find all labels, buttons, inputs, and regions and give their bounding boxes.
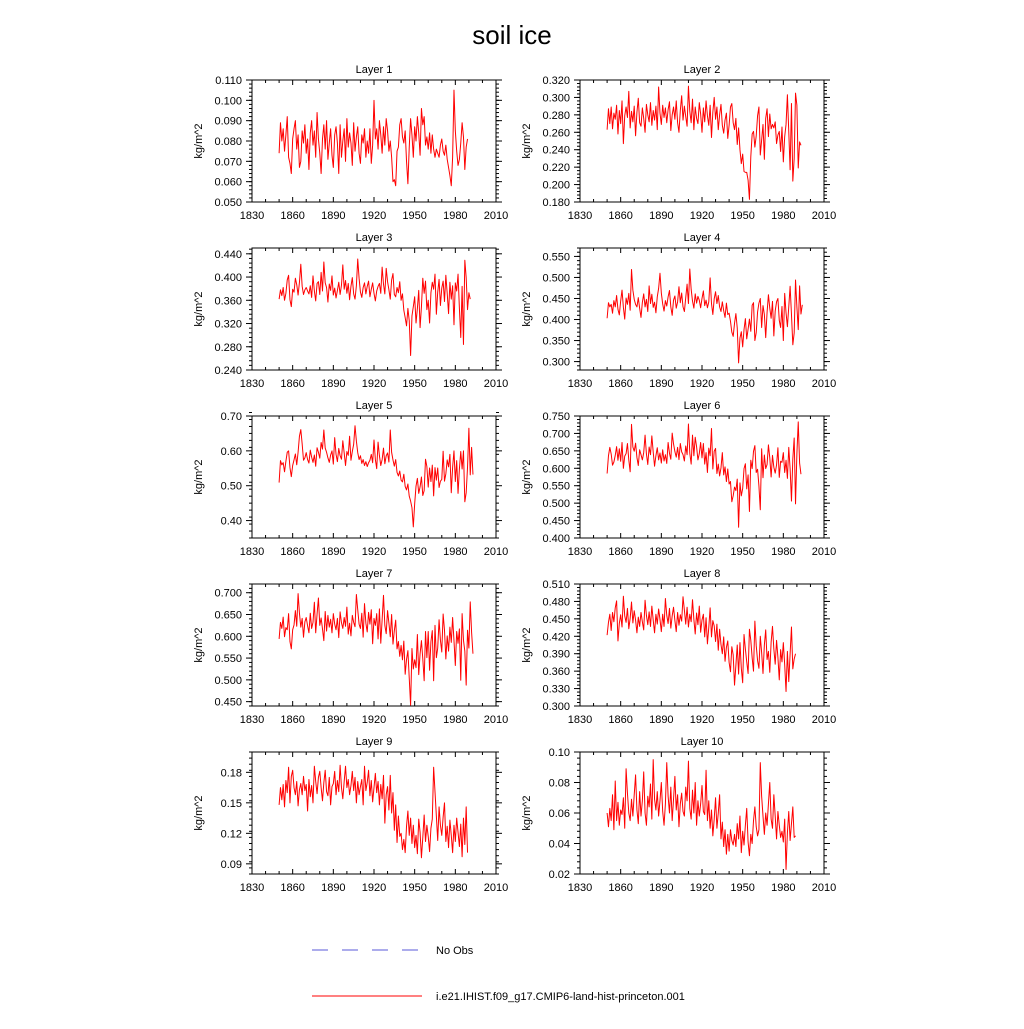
x-tick-label: 1950: [402, 210, 427, 222]
x-tick-label: 2010: [483, 882, 509, 894]
y-axis-label: kg/m^2: [193, 459, 205, 495]
y-tick-label: 0.09: [220, 858, 242, 871]
y-tick-label: 0.06: [548, 808, 570, 820]
x-tick-label: 1890: [649, 882, 674, 894]
x-tick-label: 1830: [567, 210, 593, 222]
plot-frame: [252, 80, 496, 202]
y-tick-label: 0.700: [542, 428, 570, 441]
y-tick-label: 0.500: [542, 272, 570, 285]
y-tick-label: 0.300: [542, 356, 570, 369]
plot-frame: [580, 248, 824, 370]
x-tick-label: 2010: [483, 546, 509, 558]
x-tick-label: 1950: [402, 378, 427, 390]
panel-title: Layer 10: [680, 736, 724, 748]
y-tick-label: 0.280: [214, 341, 242, 354]
y-axis-label: kg/m^2: [521, 627, 533, 663]
x-tick-label: 2010: [811, 882, 837, 894]
y-tick-label: 0.080: [214, 136, 242, 148]
x-tick-label: 2010: [811, 210, 837, 222]
y-tick-label: 0.550: [542, 480, 570, 493]
y-tick-label: 0.300: [542, 92, 570, 105]
x-tick-label: 1830: [239, 882, 265, 894]
y-tick-label: 0.100: [214, 95, 242, 108]
x-tick-label: 1920: [361, 210, 387, 222]
y-tick-label: 0.450: [542, 293, 570, 306]
x-tick-label: 1950: [730, 882, 755, 894]
y-axis-label: kg/m^2: [193, 795, 205, 831]
y-tick-label: 0.090: [214, 115, 242, 128]
x-tick-label: 1860: [280, 210, 305, 222]
x-tick-label: 2010: [483, 714, 509, 726]
panel-title: Layer 4: [683, 232, 721, 244]
x-tick-label: 1920: [689, 378, 715, 390]
panel-layer-10: [521, 736, 836, 894]
y-tick-label: 0.02: [548, 869, 570, 881]
y-tick-label: 0.260: [542, 127, 570, 140]
panel-layer-3: [193, 232, 508, 390]
x-tick-label: 1890: [321, 714, 346, 726]
x-tick-label: 1830: [239, 210, 265, 222]
y-tick-label: 0.550: [214, 653, 242, 666]
y-tick-label: 0.70: [220, 411, 242, 423]
x-tick-label: 1890: [649, 378, 674, 390]
y-axis-label: kg/m^2: [521, 291, 533, 327]
x-tick-label: 1980: [771, 714, 796, 726]
x-tick-label: 1860: [608, 882, 633, 894]
y-tick-label: 0.300: [542, 701, 570, 713]
x-tick-label: 1830: [239, 546, 265, 558]
x-tick-label: 1860: [280, 546, 305, 558]
y-tick-label: 0.510: [542, 579, 570, 591]
panel-layer-2: [521, 64, 836, 222]
x-tick-label: 1830: [567, 378, 593, 390]
y-tick-label: 0.40: [220, 515, 242, 528]
y-tick-label: 0.500: [542, 498, 570, 511]
series-line: [279, 594, 473, 706]
panel-layer-5: [193, 400, 508, 558]
x-tick-label: 1920: [689, 210, 715, 222]
x-tick-label: 1950: [730, 714, 755, 726]
y-tick-label: 0.750: [542, 411, 570, 423]
x-tick-label: 1920: [689, 882, 715, 894]
x-tick-label: 2010: [811, 378, 837, 390]
y-tick-label: 0.550: [542, 251, 570, 264]
y-tick-label: 0.220: [542, 162, 570, 175]
y-tick-label: 0.700: [214, 587, 242, 600]
y-tick-label: 0.60: [220, 445, 242, 458]
series-line: [279, 90, 467, 186]
panel-layer-6: [521, 400, 836, 558]
series-line: [607, 86, 801, 199]
x-tick-label: 1890: [321, 210, 346, 222]
x-tick-label: 1890: [321, 378, 346, 390]
y-tick-label: 0.440: [214, 248, 242, 261]
panel-title: Layer 2: [683, 64, 721, 76]
y-tick-label: 0.10: [548, 747, 570, 759]
panel-title: Layer 5: [355, 400, 393, 412]
panel-title: Layer 7: [355, 568, 393, 580]
x-tick-label: 2010: [811, 546, 837, 558]
y-tick-label: 0.320: [214, 318, 242, 331]
y-tick-label: 0.12: [220, 828, 242, 841]
x-tick-label: 1980: [443, 714, 468, 726]
x-tick-label: 1950: [402, 546, 427, 558]
y-tick-label: 0.450: [542, 613, 570, 626]
x-tick-label: 1980: [443, 546, 468, 558]
x-tick-label: 1980: [771, 378, 796, 390]
x-tick-label: 2010: [811, 714, 837, 726]
x-tick-label: 1890: [649, 210, 674, 222]
x-tick-label: 1980: [443, 210, 468, 222]
panel-layer-4: [521, 232, 836, 390]
legend-label-model: i.e21.IHIST.f09_g17.CMIP6-land-hist-princeton.001: [436, 991, 685, 1003]
x-tick-label: 1890: [649, 546, 674, 558]
y-tick-label: 0.060: [214, 176, 242, 189]
x-tick-label: 1980: [771, 210, 796, 222]
y-axis-label: kg/m^2: [521, 795, 533, 831]
x-tick-label: 1860: [280, 882, 305, 894]
y-tick-label: 0.200: [542, 179, 570, 192]
panel-title: Layer 9: [355, 736, 393, 748]
panel-layer-9: [193, 736, 508, 894]
x-tick-label: 1980: [443, 378, 468, 390]
y-tick-label: 0.180: [542, 197, 570, 209]
panel-layer-7: [193, 568, 508, 726]
y-tick-label: 0.350: [542, 335, 570, 348]
x-tick-label: 1860: [608, 714, 633, 726]
x-tick-label: 1890: [321, 882, 346, 894]
y-tick-label: 0.650: [542, 445, 570, 458]
x-tick-label: 1830: [239, 378, 265, 390]
x-tick-label: 2010: [483, 378, 509, 390]
x-tick-label: 1950: [402, 882, 427, 894]
series-line: [607, 760, 795, 870]
y-tick-label: 0.330: [542, 683, 570, 696]
x-tick-label: 1980: [771, 882, 796, 894]
y-tick-label: 0.110: [215, 75, 242, 87]
panel-layer-1: [193, 64, 508, 222]
x-tick-label: 1830: [239, 714, 265, 726]
y-tick-label: 0.400: [214, 272, 242, 285]
y-tick-label: 0.400: [542, 314, 570, 327]
x-tick-label: 1950: [402, 714, 427, 726]
x-tick-label: 1860: [280, 378, 305, 390]
x-tick-label: 1920: [361, 882, 387, 894]
figure-title: soil ice: [472, 20, 552, 50]
y-tick-label: 0.240: [214, 365, 242, 377]
y-tick-label: 0.420: [542, 631, 570, 644]
y-axis-label: kg/m^2: [521, 459, 533, 495]
x-tick-label: 1950: [730, 210, 755, 222]
x-tick-label: 1950: [730, 378, 755, 390]
x-tick-label: 1860: [608, 546, 633, 558]
y-axis-label: kg/m^2: [193, 627, 205, 663]
x-tick-label: 1830: [567, 546, 593, 558]
panel-title: Layer 3: [355, 232, 393, 244]
y-tick-label: 0.320: [542, 75, 570, 87]
x-tick-label: 1890: [321, 546, 346, 558]
x-tick-label: 1950: [730, 546, 755, 558]
y-tick-label: 0.450: [542, 515, 570, 528]
y-tick-label: 0.18: [220, 767, 242, 780]
x-tick-label: 1860: [608, 210, 633, 222]
x-tick-label: 1860: [608, 378, 633, 390]
series-line: [607, 269, 802, 363]
y-tick-label: 0.15: [220, 797, 242, 810]
y-tick-label: 0.280: [542, 109, 570, 122]
x-tick-label: 1980: [771, 546, 796, 558]
y-tick-label: 0.050: [214, 197, 242, 209]
y-tick-label: 0.070: [214, 156, 242, 169]
x-tick-label: 1920: [361, 546, 387, 558]
y-tick-label: 0.50: [220, 480, 242, 493]
y-tick-label: 0.450: [214, 696, 242, 709]
y-tick-label: 0.360: [214, 295, 242, 308]
y-tick-label: 0.08: [548, 777, 570, 790]
y-axis-label: kg/m^2: [193, 291, 205, 327]
x-tick-label: 1920: [689, 714, 715, 726]
panel-title: Layer 8: [683, 568, 721, 580]
panel-layer-8: [521, 568, 836, 726]
y-tick-label: 0.400: [542, 533, 570, 545]
y-tick-label: 0.240: [542, 144, 570, 157]
y-tick-label: 0.600: [214, 631, 242, 644]
x-tick-label: 2010: [483, 210, 509, 222]
y-axis-label: kg/m^2: [193, 123, 205, 159]
series-line: [607, 422, 801, 527]
series-line: [279, 426, 473, 527]
x-tick-label: 1830: [567, 882, 593, 894]
x-tick-label: 1920: [361, 714, 387, 726]
y-tick-label: 0.360: [542, 666, 570, 679]
legend-label-no-obs: No Obs: [436, 945, 474, 957]
series-line: [279, 259, 470, 355]
y-tick-label: 0.600: [542, 463, 570, 476]
series-line: [279, 765, 467, 858]
y-tick-label: 0.500: [214, 674, 242, 687]
y-tick-label: 0.390: [542, 648, 570, 661]
panel-title: Layer 6: [683, 400, 721, 412]
y-tick-label: 0.480: [542, 596, 570, 609]
x-tick-label: 1980: [443, 882, 468, 894]
x-tick-label: 1920: [361, 378, 387, 390]
y-tick-label: 0.650: [214, 609, 242, 622]
series-line: [607, 596, 795, 691]
panels: [193, 64, 836, 894]
panel-title: Layer 1: [355, 64, 393, 76]
x-tick-label: 1860: [280, 714, 305, 726]
y-tick-label: 0.04: [548, 838, 570, 851]
y-axis-label: kg/m^2: [521, 123, 533, 159]
x-tick-label: 1890: [649, 714, 674, 726]
x-tick-label: 1920: [689, 546, 715, 558]
legend: [312, 945, 685, 1003]
x-tick-label: 1830: [567, 714, 593, 726]
